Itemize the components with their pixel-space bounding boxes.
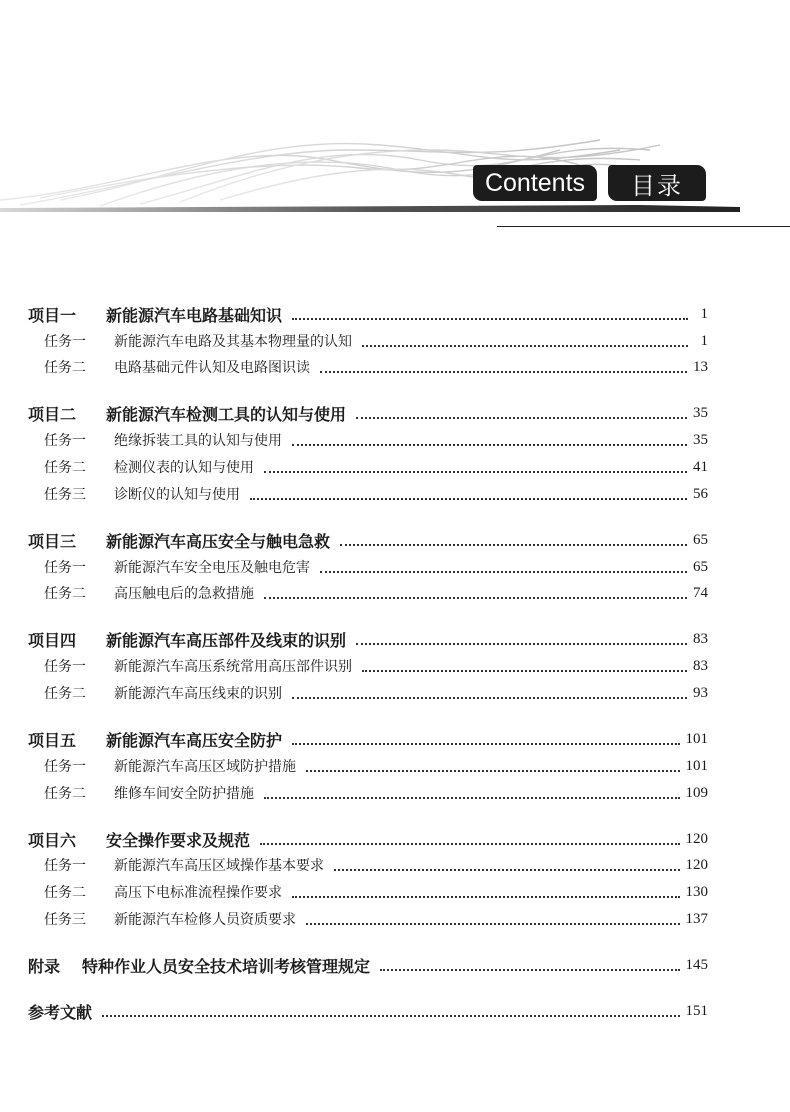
page-number: 1 [700,332,708,349]
task-title: 新能源汽车高压区域操作基本要求 [114,858,324,874]
page-number: 35 [693,431,708,448]
task-title: 新能源汽车高压系统常用高压部件识别 [114,659,352,675]
toc-task-4-2[interactable] [44,681,708,705]
task-title: 新能源汽车高压区域防护措施 [114,759,296,775]
dot-leader [362,345,688,347]
dot-leader [264,597,687,599]
toc-task-6-2[interactable] [44,880,708,904]
task-number: 任务二 [44,786,86,802]
task-number: 任务二 [44,586,86,602]
toc-task-6-1[interactable] [44,853,708,877]
page-number: 83 [693,630,708,647]
toc-project-1[interactable] [28,302,708,326]
page-number: 83 [693,657,708,674]
dot-leader [264,797,680,799]
toc-task-2-2[interactable] [44,455,708,479]
dot-leader [380,969,679,971]
toc-project-3[interactable] [28,528,708,552]
task-title: 维修车间安全防护措施 [114,786,254,802]
task-number: 任务一 [44,858,86,874]
toc-task-5-1[interactable] [44,754,708,778]
dot-leader [292,896,680,898]
page-number: 35 [693,404,708,421]
dot-leader [292,697,687,699]
dot-leader [292,444,687,446]
dot-leader [320,371,687,373]
project-number: 项目一 [28,305,77,325]
toc-task-2-3[interactable] [44,482,708,506]
toc-task-1-2[interactable] [44,355,708,379]
dot-leader [320,571,687,573]
page-number: 120 [685,830,708,847]
task-number: 任务一 [44,759,86,775]
task-title: 绝缘拆装工具的认知与使用 [114,433,282,449]
toc-task-3-2[interactable] [44,581,708,605]
toc-project-2[interactable] [28,401,708,425]
task-title: 新能源汽车电路及其基本物理量的认知 [114,334,352,350]
task-title: 新能源汽车安全电压及触电危害 [114,560,310,576]
dot-leader [264,471,687,473]
toc-task-3-1[interactable] [44,555,708,579]
toc-project-4[interactable] [28,627,708,651]
project-number: 项目四 [28,630,77,650]
dot-leader [292,318,688,320]
contents-title-en: Contents [473,165,597,201]
project-number: 项目二 [28,404,77,424]
dot-leader [102,1015,679,1017]
page-number: 101 [685,757,708,774]
project-title: 安全操作要求及规范 [106,830,251,850]
project-title: 新能源汽车高压部件及线束的识别 [106,630,347,650]
task-title: 高压下电标准流程操作要求 [114,885,282,901]
page-number: 101 [685,730,708,747]
task-number: 任务一 [44,433,86,449]
toc-references[interactable] [28,999,708,1023]
toc-task-5-2[interactable] [44,781,708,805]
task-number: 任务一 [44,334,86,350]
toc-task-4-1[interactable] [44,654,708,678]
toc-task-2-1[interactable] [44,428,708,452]
contents-title-zh: 目录 [608,165,706,201]
toc-project-5[interactable] [28,727,708,751]
project-title: 新能源汽车电路基础知识 [106,305,283,325]
page-number: 13 [693,358,708,375]
dot-leader [292,743,679,745]
page-number: 74 [693,584,708,601]
task-title: 新能源汽车检修人员资质要求 [114,912,296,928]
page-number: 151 [685,1002,708,1019]
toc-appendix[interactable] [28,953,708,977]
appendix-title: 特种作业人员安全技术培训考核管理规定 [82,956,371,976]
task-title: 新能源汽车高压线束的识别 [114,686,282,702]
toc-task-1-1[interactable] [44,329,708,353]
page-number: 145 [685,956,708,973]
page-number: 137 [685,910,708,927]
dot-leader [356,417,687,419]
project-title: 新能源汽车高压安全与触电急救 [106,531,331,551]
toc-task-6-3[interactable] [44,907,708,931]
project-number: 项目三 [28,531,77,551]
page-number: 130 [685,883,708,900]
page-number: 41 [693,458,708,475]
task-number: 任务二 [44,360,86,376]
project-number: 项目五 [28,730,77,750]
page-number: 1 [700,305,708,322]
dot-leader [362,670,687,672]
task-title: 高压触电后的急救措施 [114,586,254,602]
dot-leader [306,770,680,772]
appendix-label: 附录 [28,956,61,976]
task-number: 任务二 [44,885,86,901]
dot-leader [250,498,687,500]
dot-leader [334,869,680,871]
dot-leader [306,923,680,925]
task-title: 诊断仪的认知与使用 [114,487,240,503]
task-number: 任务三 [44,912,86,928]
task-number: 任务二 [44,460,86,476]
task-number: 任务二 [44,686,86,702]
project-title: 新能源汽车检测工具的认知与使用 [106,404,347,424]
toc-project-6[interactable] [28,827,708,851]
references-title: 参考文献 [28,1002,93,1022]
task-number: 任务一 [44,560,86,576]
task-number: 任务三 [44,487,86,503]
page-number: 93 [693,684,708,701]
project-title: 新能源汽车高压安全防护 [106,730,283,750]
dot-leader [340,544,687,546]
page-number: 120 [685,856,708,873]
page-number: 56 [693,485,708,502]
task-number: 任务一 [44,659,86,675]
task-title: 电路基础元件认知及电路图识读 [114,360,310,376]
page-number: 65 [693,531,708,548]
page-number: 65 [693,558,708,575]
dot-leader [356,643,687,645]
task-title: 检测仪表的认知与使用 [114,460,254,476]
dot-leader [260,843,679,845]
project-number: 项目六 [28,830,77,850]
page-number: 109 [685,784,708,801]
